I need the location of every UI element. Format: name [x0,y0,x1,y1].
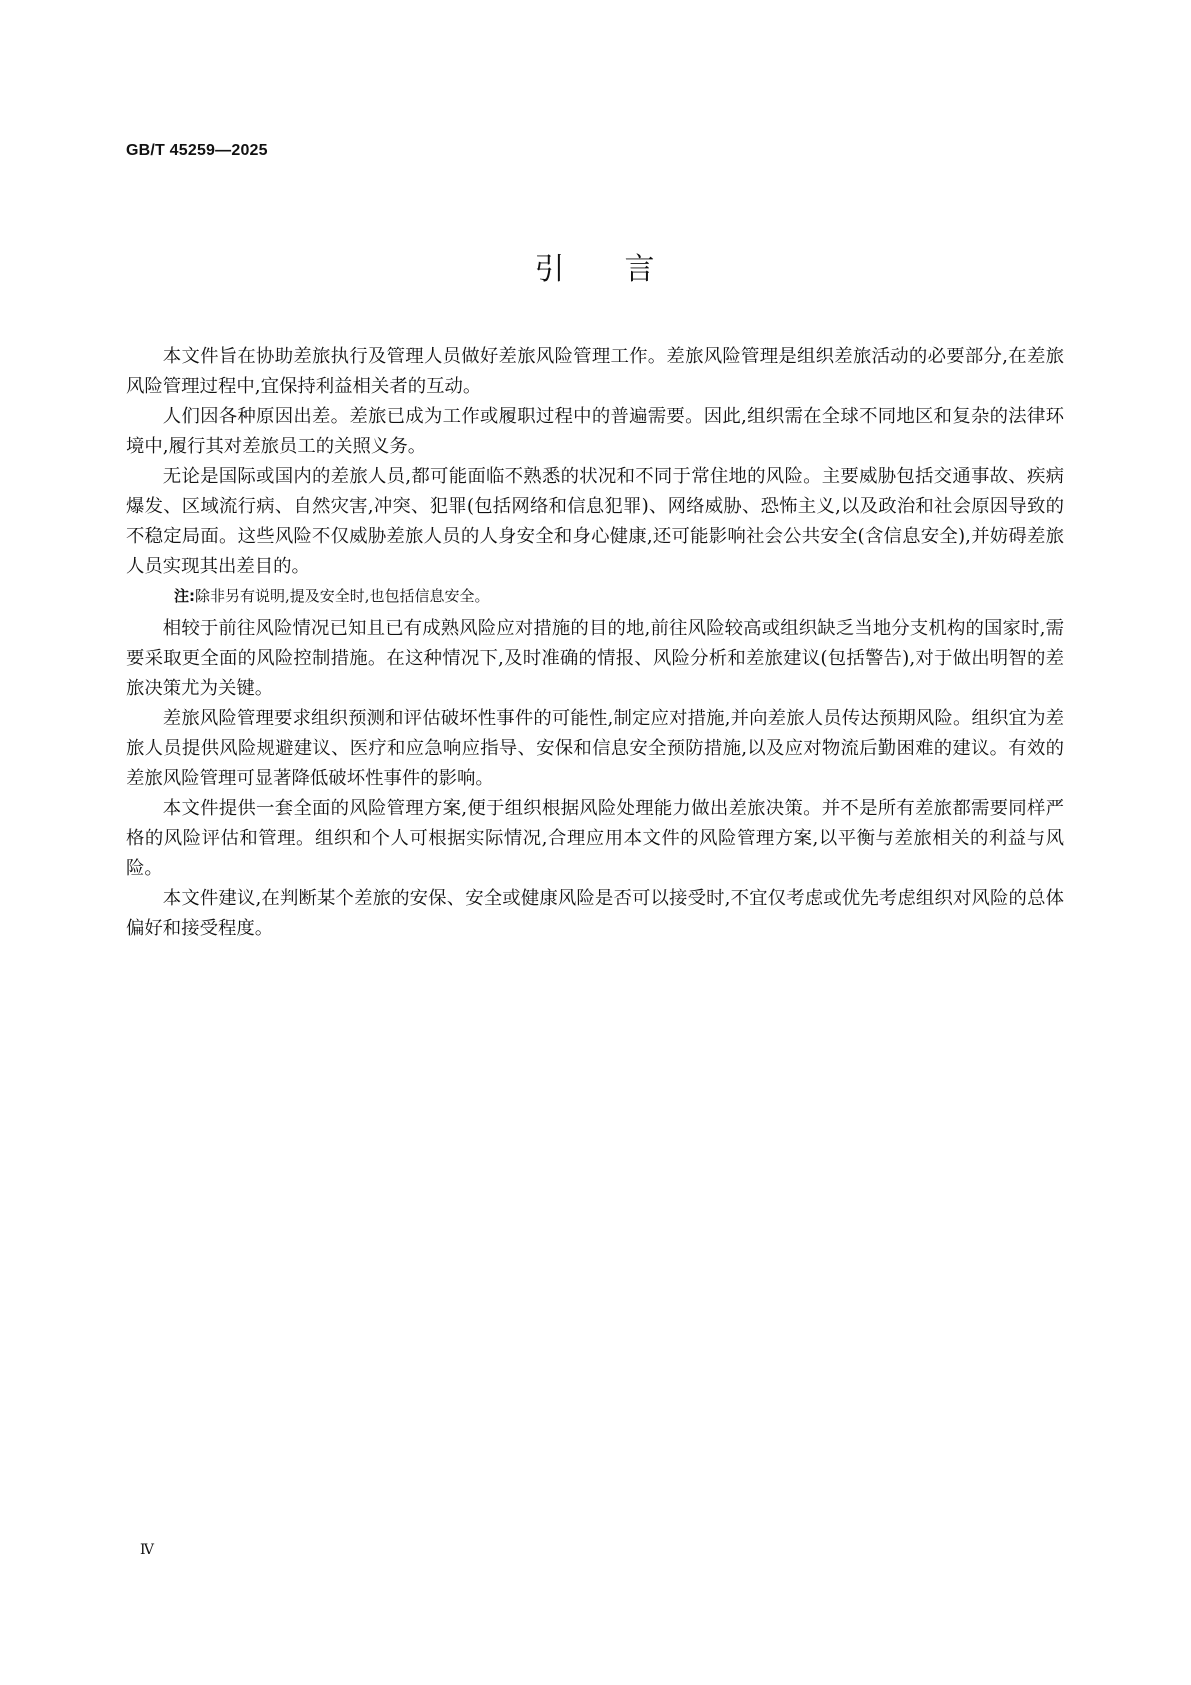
document-code: GB/T 45259—2025 [126,142,268,159]
paragraph-2: 人们因各种原因出差。差旅已成为工作或履职过程中的普遍需要。因此,组织需在全球不同地区和复杂的法律环境中,履行其对差旅员工的关照义务。 [126,406,1064,457]
paragraph-4: 相较于前往风险情况已知且已有成熟风险应对措施的目的地,前往风险较高或组织缺乏当地分支机构的国家时,需要采取更全面的风险控制措施。在这种情况下,及时准确的情报、风险分析和差旅建议(包括警告),对于做出明智的差旅决策尤为关键。 [126,618,1064,699]
note [126,584,1064,608]
title-char-1: 引 [534,252,567,287]
paragraph-5: 差旅风险管理要求组织预测和评估破坏性事件的可能性,制定应对措施,并向差旅人员传达预期风险。组织宜为差旅人员提供风险规避建议、医疗和应急响应指导、安保和信息安全预防措施,以及应对物流后勤困难的建议。有效的差旅风险管理可显著降低破坏性事件的影响。 [126,708,1064,789]
document-body [126,342,1064,944]
title-char-2: 言 [624,252,657,287]
paragraph-6: 本文件提供一套全面的风险管理方案,便于组织根据风险处理能力做出差旅决策。并不是所有差旅都需要同样严格的风险评估和管理。组织和个人可根据实际情况,合理应用本文件的风险管理方案,以平衡与差旅相关的利益与风险。 [126,798,1064,879]
paragraph-7: 本文件建议,在判断某个差旅的安保、安全或健康风险是否可以接受时,不宜仅考虑或优先考虑组织对风险的总体偏好和接受程度。 [126,888,1064,939]
page-title [0,244,1191,288]
paragraph-3: 无论是国际或国内的差旅人员,都可能面临不熟悉的状况和不同于常住地的风险。主要威胁包括交通事故、疾病爆发、区域流行病、自然灾害,冲突、犯罪(包括网络和信息犯罪)、网络威胁、恐怖主义,以及政治和社会原因导致的不稳定局面。这些风险不仅威胁差旅人员的人身安全和身心健康,还可能影响社会公共安全(含信息安全),并妨碍差旅人员实现其出差目的。 [126,466,1064,577]
page-number: Ⅳ [140,1542,154,1558]
paragraph-1: 本文件旨在协助差旅执行及管理人员做好差旅风险管理工作。差旅风险管理是组织差旅活动的必要部分,在差旅风险管理过程中,宜保持利益相关者的互动。 [126,346,1064,397]
note-label: 注: [174,587,195,605]
note-text: 除非另有说明,提及安全时,也包括信息安全。 [195,587,490,605]
